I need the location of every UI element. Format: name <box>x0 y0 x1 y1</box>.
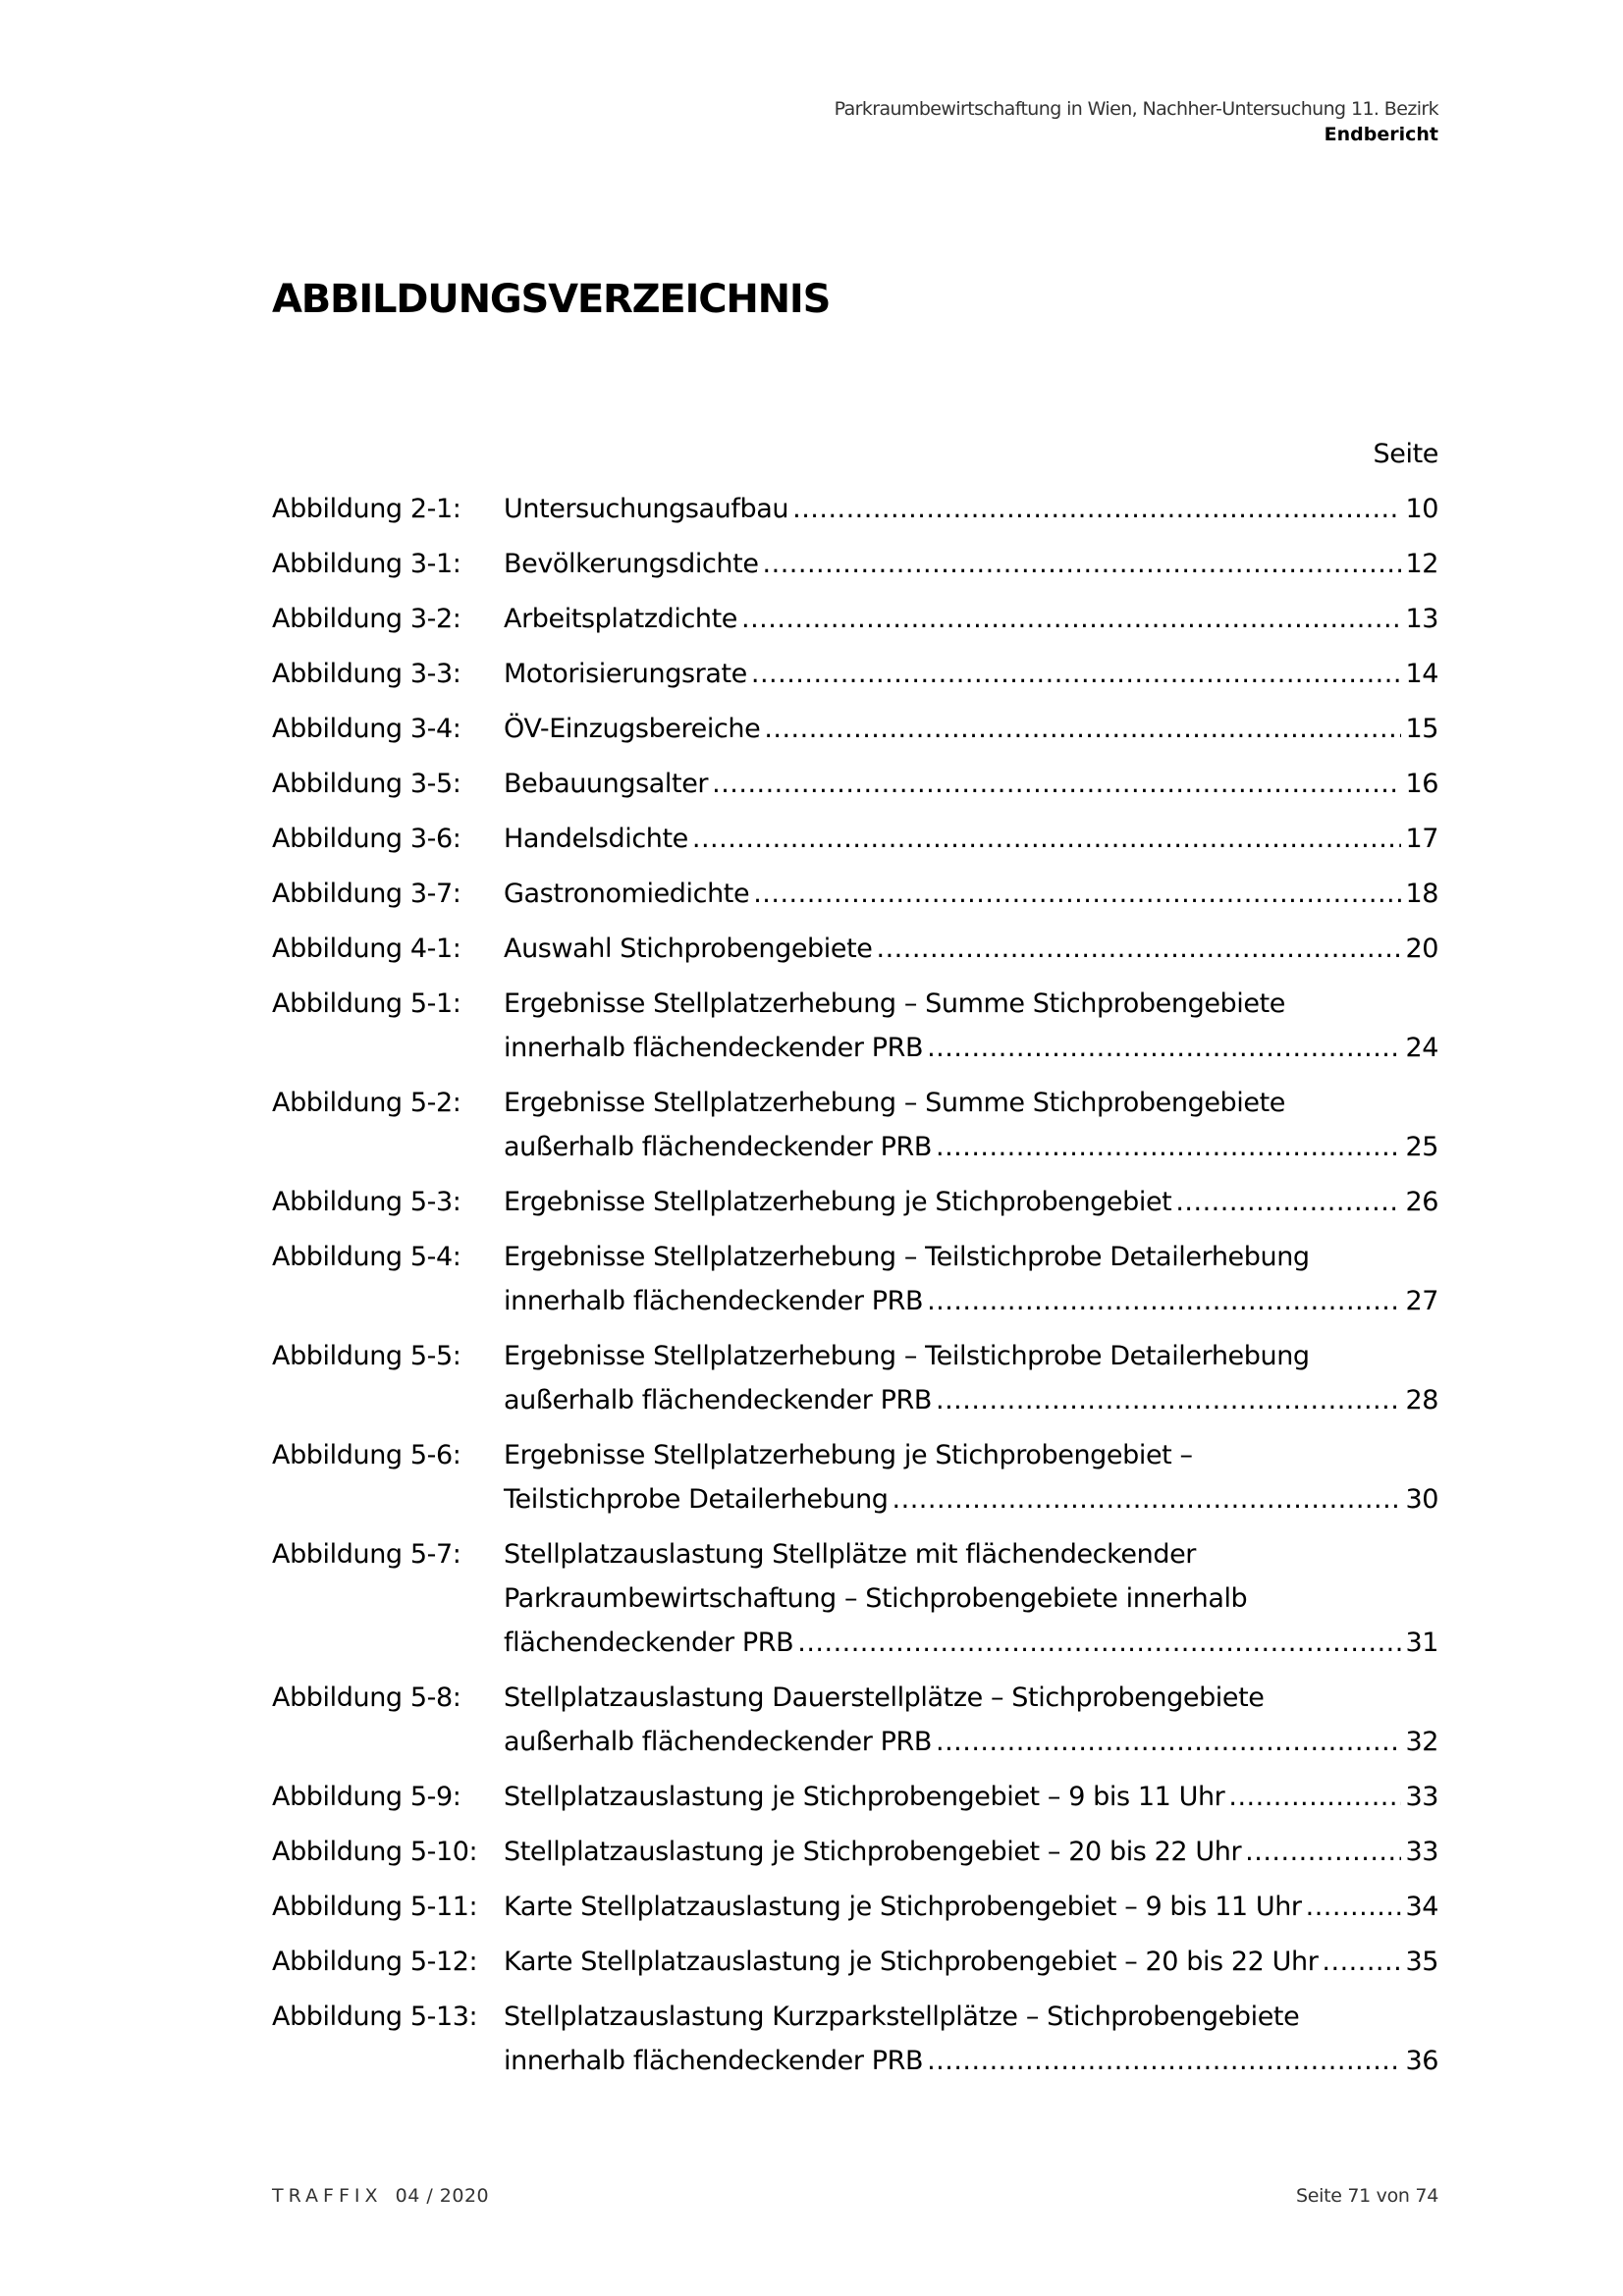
figure-index-entry[interactable] <box>272 927 1438 971</box>
caption-line: Karte Stellplatzauslastung je Stichprobengebiet – 9 bis 11 Uhr <box>504 1892 1302 1922</box>
figure-index-entry[interactable] <box>272 872 1438 916</box>
caption-last-line <box>504 1279 1438 1323</box>
page-number: 25 <box>1405 1132 1438 1162</box>
caption-line: Stellplatzauslastung je Stichprobengebiet – 9 bis 11 Uhr <box>504 1782 1225 1812</box>
caption-line: innerhalb flächendeckender PRB <box>504 1286 924 1316</box>
page-number: 18 <box>1405 879 1438 909</box>
page-number: 12 <box>1405 549 1438 579</box>
figure-caption <box>504 707 1438 751</box>
figure-caption <box>504 872 1438 916</box>
figure-number: Abbildung 3-3: <box>272 659 461 689</box>
figure-caption <box>504 1235 1438 1323</box>
figure-caption <box>504 1995 1438 2083</box>
caption-last-line <box>504 1940 1438 1984</box>
caption-line: Ergebnisse Stellplatzerhebung – Teilstichprobe Detailerhebung <box>504 1242 1310 1272</box>
caption-line: Gastronomiedichte <box>504 879 750 909</box>
figure-caption <box>504 1081 1438 1169</box>
caption-last-line <box>504 817 1438 861</box>
page-number: 20 <box>1405 934 1438 964</box>
figure-index-entry[interactable] <box>272 1180 1438 1224</box>
dot-leader <box>1306 1885 1402 1929</box>
caption-line: Ergebnisse Stellplatzerhebung je Stichprobengebiet <box>504 1187 1172 1217</box>
page-number: 17 <box>1405 824 1438 854</box>
caption-line: außerhalb flächendeckender PRB <box>504 1727 933 1757</box>
caption-line: außerhalb flächendeckender PRB <box>504 1132 933 1162</box>
dot-leader <box>893 1477 1402 1522</box>
figure-caption <box>504 1940 1438 1984</box>
footer-date: 04 / 2020 <box>395 2185 490 2207</box>
figure-caption <box>504 1433 1438 1522</box>
figure-index-entry[interactable] <box>272 652 1438 696</box>
figure-index-entry[interactable] <box>272 1830 1438 1874</box>
caption-line: Ergebnisse Stellplatzerhebung – Summe Stichprobengebiete <box>504 1088 1285 1118</box>
page-number: 14 <box>1405 659 1438 689</box>
dot-leader <box>753 872 1401 916</box>
page-number: 31 <box>1405 1628 1438 1658</box>
figure-index-entry[interactable] <box>272 817 1438 861</box>
page-number: 24 <box>1405 1033 1438 1063</box>
figure-number: Abbildung 5-9: <box>272 1782 461 1812</box>
caption-line: außerhalb flächendeckender PRB <box>504 1385 933 1415</box>
caption-last-line <box>504 1720 1438 1764</box>
figure-number: Abbildung 3-2: <box>272 604 461 634</box>
dot-leader <box>876 927 1401 971</box>
figure-index-entry[interactable] <box>272 1532 1438 1665</box>
caption-line: Ergebnisse Stellplatzerhebung – Teilstichprobe Detailerhebung <box>504 1341 1310 1371</box>
dot-leader <box>936 1378 1401 1422</box>
caption-last-line <box>504 597 1438 641</box>
figure-number: Abbildung 5-3: <box>272 1187 461 1217</box>
page-number: 16 <box>1405 769 1438 799</box>
page-column-label: Seite <box>1373 439 1438 469</box>
dot-leader <box>1175 1180 1401 1224</box>
footer-left <box>272 2185 489 2207</box>
figure-number: Abbildung 5-7: <box>272 1539 461 1570</box>
caption-last-line <box>504 1621 1438 1665</box>
figure-index-entry[interactable] <box>272 1775 1438 1819</box>
dot-leader <box>692 817 1402 861</box>
figure-caption <box>504 982 1438 1070</box>
figure-number: Abbildung 3-1: <box>272 549 461 579</box>
figure-index-entry[interactable] <box>272 542 1438 586</box>
figure-number: Abbildung 5-1: <box>272 988 461 1019</box>
dot-leader <box>1245 1830 1401 1874</box>
page-number: 26 <box>1405 1187 1438 1217</box>
caption-last-line <box>504 1378 1438 1422</box>
caption-line: Bevölkerungsdichte <box>504 549 759 579</box>
dot-leader <box>792 487 1401 531</box>
figure-index-entry[interactable] <box>272 762 1438 806</box>
caption-last-line <box>504 927 1438 971</box>
figure-caption <box>504 1676 1438 1764</box>
figure-caption <box>504 1532 1438 1665</box>
caption-line: flächendeckender PRB <box>504 1628 794 1658</box>
dot-leader <box>741 597 1401 641</box>
figure-index-entry[interactable] <box>272 1081 1438 1169</box>
caption-line: Auswahl Stichprobengebiete <box>504 934 873 964</box>
figure-number: Abbildung 5-11: <box>272 1892 478 1922</box>
page-title: ABBILDUNGSVERZEICHNIS <box>272 277 831 322</box>
dot-leader <box>936 1125 1401 1169</box>
figure-number: Abbildung 2-1: <box>272 494 461 524</box>
caption-last-line <box>504 652 1438 696</box>
figure-index-entry[interactable] <box>272 707 1438 751</box>
report-title: Parkraumbewirtschaftung in Wien, Nachher-Untersuchung 11. Bezirk <box>834 98 1438 120</box>
dot-leader <box>927 1279 1401 1323</box>
page-number: 10 <box>1405 494 1438 524</box>
figure-index-entry[interactable] <box>272 487 1438 531</box>
figure-caption <box>504 927 1438 971</box>
running-header <box>835 96 1438 147</box>
report-subtitle: Endbericht <box>1324 124 1438 145</box>
caption-last-line <box>504 1477 1438 1522</box>
page-number: 32 <box>1405 1727 1438 1757</box>
dot-leader <box>763 542 1402 586</box>
figure-caption <box>504 1830 1438 1874</box>
figure-index-entry[interactable] <box>272 597 1438 641</box>
figure-index-entry[interactable] <box>272 1995 1438 2083</box>
page-number: 15 <box>1405 714 1438 744</box>
dot-leader <box>797 1621 1401 1665</box>
figure-caption <box>504 1180 1438 1224</box>
figure-caption <box>504 1885 1438 1929</box>
caption-last-line <box>504 487 1438 531</box>
caption-last-line <box>504 542 1438 586</box>
figure-caption <box>504 652 1438 696</box>
caption-line: Handelsdichte <box>504 824 688 854</box>
figure-number: Abbildung 3-5: <box>272 769 461 799</box>
dot-leader <box>927 2039 1401 2083</box>
figure-number: Abbildung 5-13: <box>272 2002 478 2032</box>
caption-last-line <box>504 1125 1438 1169</box>
figure-index-entry[interactable] <box>272 1433 1438 1522</box>
dot-leader <box>927 1026 1401 1070</box>
dot-leader <box>1322 1940 1401 1984</box>
figure-index-entry[interactable] <box>272 1235 1438 1323</box>
caption-line: innerhalb flächendeckender PRB <box>504 1033 924 1063</box>
caption-last-line <box>504 2039 1438 2083</box>
caption-line: Arbeitsplatzdichte <box>504 604 738 634</box>
caption-line: Stellplatzauslastung Kurzparkstellplätze – Stichprobengebiete <box>504 2002 1300 2032</box>
figure-number: Abbildung 5-4: <box>272 1242 461 1272</box>
caption-line: Ergebnisse Stellplatzerhebung – Summe Stichprobengebiete <box>504 988 1285 1019</box>
page-number: 27 <box>1405 1286 1438 1316</box>
figure-number: Abbildung 3-4: <box>272 714 461 744</box>
caption-last-line <box>504 1180 1438 1224</box>
page-number: 34 <box>1405 1892 1438 1922</box>
caption-last-line <box>504 872 1438 916</box>
figure-index <box>272 432 1438 2094</box>
caption-last-line <box>504 1885 1438 1929</box>
caption-line: Parkraumbewirtschaftung – Stichprobengebiete innerhalb <box>504 1583 1248 1614</box>
page-number: 33 <box>1405 1837 1438 1867</box>
figure-caption <box>504 542 1438 586</box>
page-number: 33 <box>1405 1782 1438 1812</box>
figure-number: Abbildung 5-10: <box>272 1837 478 1867</box>
figure-caption <box>504 1775 1438 1819</box>
dot-leader <box>1228 1775 1401 1819</box>
footer-page-info: Seite 71 von 74 <box>1295 2185 1438 2207</box>
figure-caption <box>504 817 1438 861</box>
figure-caption <box>504 762 1438 806</box>
caption-line: Bebauungsalter <box>504 769 709 799</box>
figure-number: Abbildung 5-12: <box>272 1947 478 1977</box>
page-number: 28 <box>1405 1385 1438 1415</box>
figure-number: Abbildung 5-2: <box>272 1088 461 1118</box>
page-number: 13 <box>1405 604 1438 634</box>
figure-number: Abbildung 3-6: <box>272 824 461 854</box>
caption-line: ÖV-Einzugsbereiche <box>504 714 761 744</box>
figure-index-entries <box>272 487 1438 2083</box>
figure-number: Abbildung 5-5: <box>272 1341 461 1371</box>
figure-number: Abbildung 5-6: <box>272 1440 461 1470</box>
caption-line: Stellplatzauslastung Dauerstellplätze – Stichprobengebiete <box>504 1682 1265 1713</box>
page-number: 30 <box>1405 1484 1438 1515</box>
figure-index-entry[interactable] <box>272 1885 1438 1929</box>
caption-last-line <box>504 1775 1438 1819</box>
caption-last-line <box>504 707 1438 751</box>
caption-line: Teilstichprobe Detailerhebung <box>504 1484 889 1515</box>
page-number: 35 <box>1405 1947 1438 1977</box>
caption-line: Ergebnisse Stellplatzerhebung je Stichprobengebiet – <box>504 1440 1193 1470</box>
dot-leader <box>712 762 1401 806</box>
figure-index-entry[interactable] <box>272 982 1438 1070</box>
page-number: 36 <box>1405 2046 1438 2076</box>
figure-caption <box>504 487 1438 531</box>
caption-last-line <box>504 1830 1438 1874</box>
dot-leader <box>764 707 1401 751</box>
caption-line: Karte Stellplatzauslastung je Stichprobengebiet – 20 bis 22 Uhr <box>504 1947 1319 1977</box>
figure-caption <box>504 597 1438 641</box>
caption-line: Motorisierungsrate <box>504 659 747 689</box>
dot-leader <box>751 652 1402 696</box>
caption-line: Stellplatzauslastung je Stichprobengebiet – 20 bis 22 Uhr <box>504 1837 1242 1867</box>
figure-number: Abbildung 5-8: <box>272 1682 461 1713</box>
caption-last-line <box>504 1026 1438 1070</box>
figure-index-entry[interactable] <box>272 1676 1438 1764</box>
caption-last-line <box>504 762 1438 806</box>
caption-line: Untersuchungsaufbau <box>504 494 789 524</box>
caption-line: Stellplatzauslastung Stellplätze mit flächendeckender <box>504 1539 1196 1570</box>
figure-number: Abbildung 4-1: <box>272 934 461 964</box>
footer-brand: TRAFFIX <box>272 2185 383 2207</box>
figure-number: Abbildung 3-7: <box>272 879 461 909</box>
figure-index-entry[interactable] <box>272 1940 1438 1984</box>
caption-line: innerhalb flächendeckender PRB <box>504 2046 924 2076</box>
dot-leader <box>936 1720 1401 1764</box>
figure-index-entry[interactable] <box>272 1334 1438 1422</box>
figure-caption <box>504 1334 1438 1422</box>
